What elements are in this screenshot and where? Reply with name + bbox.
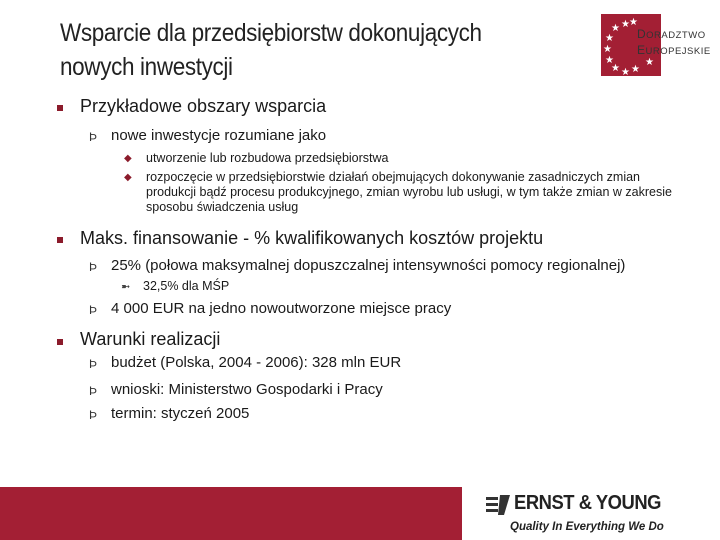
page-number: 4 xyxy=(6,472,13,484)
subitem-text: utworzenie lub rozbudowa przedsiębiorstwa xyxy=(146,151,389,165)
section-bullet xyxy=(57,237,63,243)
section-heading: Warunki realizacji xyxy=(80,329,221,349)
item-text: termin: styczeń 2005 xyxy=(111,405,250,422)
subitem-text: 32,5% dla MŚP xyxy=(143,279,230,293)
ernst-young-brand: ERNST & YOUNG xyxy=(514,492,662,514)
ernst-young-slogan: Quality In Everything We Do xyxy=(510,521,664,533)
svg-text:★: ★ xyxy=(621,19,630,30)
item-bullet: Þ xyxy=(89,384,98,398)
svg-text:★: ★ xyxy=(605,55,614,66)
item-bullet: Þ xyxy=(89,260,98,274)
item-bullet: Þ xyxy=(89,357,98,371)
section-heading: Maks. finansowanie - % kwalifikowanych kosztów projektu xyxy=(80,228,544,248)
subitem-arrow-icon: ➼ xyxy=(121,281,131,293)
section-heading: Przykładowe obszary wsparcia xyxy=(80,96,327,116)
subitem-bullet: ◆ xyxy=(124,172,132,183)
item-text: nowe inwestycje rozumiane jako xyxy=(111,127,327,144)
subitem-bullet: ◆ xyxy=(124,153,132,164)
svg-text:★: ★ xyxy=(621,67,630,76)
item-text: wnioski: Ministerstwo Gospodarki i Pracy xyxy=(111,381,383,398)
item-text: budżet (Polska, 2004 - 2006): 328 mln EUR xyxy=(111,354,402,371)
subitem-text: rozpoczęcie w przedsiębiorstwie działań obejmujących dokonywanie zasadniczych zmian produkcji bądź procesu produkcyjnego, zmian wyrobu lub usługi, w tym także zmian w zakresie sposobu świadczenia usług xyxy=(146,170,672,214)
item-text: 4 000 EUR na jedno nowoutworzone miejsce pracy xyxy=(111,300,452,317)
ernst-young-mark-icon xyxy=(486,495,510,515)
svg-text:★: ★ xyxy=(611,23,620,34)
logo-text: DORADZTWO EUROPEJSKIE xyxy=(637,27,711,57)
svg-text:★: ★ xyxy=(629,17,638,28)
section-bullet xyxy=(57,105,63,111)
item-bullet: Þ xyxy=(89,408,98,422)
section-bullet xyxy=(57,339,63,345)
item-bullet: Þ xyxy=(89,130,98,144)
item-bullet: Þ xyxy=(89,303,98,317)
item-text: 25% (połowa maksymalnej dopuszczalnej intensywności pomocy regionalnej) xyxy=(111,257,626,274)
svg-text:★: ★ xyxy=(611,63,620,74)
svg-text:★: ★ xyxy=(603,44,612,55)
slide-title: Wsparcie dla przedsiębiorstw dokonujących nowych inwestycji xyxy=(60,19,482,81)
svg-text:★: ★ xyxy=(605,33,614,44)
svg-text:★: ★ xyxy=(645,57,654,68)
svg-text:★: ★ xyxy=(631,64,640,75)
